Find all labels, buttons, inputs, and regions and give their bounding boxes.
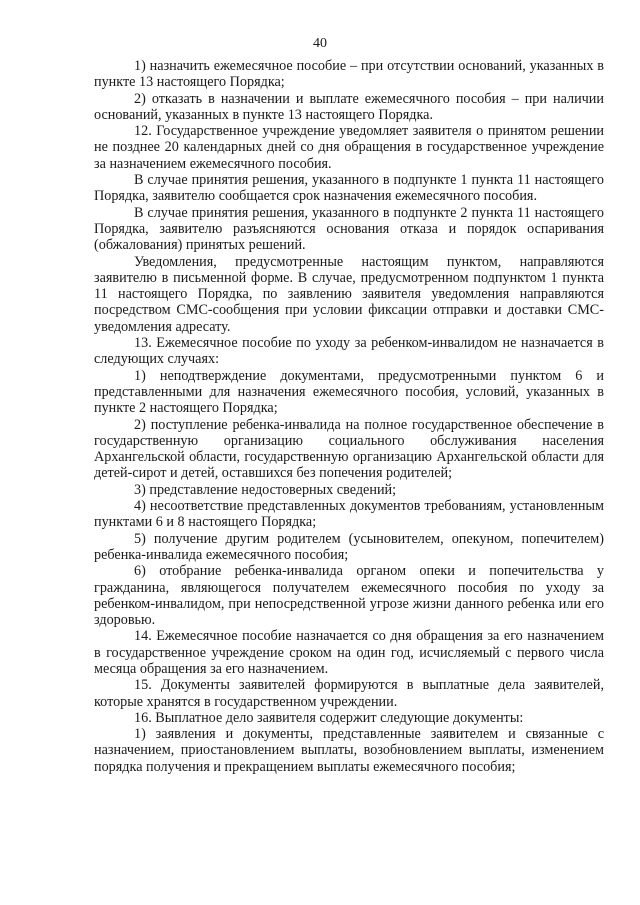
paragraph: 2) отказать в назначении и выплате ежемесячного пособия – при наличии оснований, указанных в пункте 13 настоящего Порядка. [94, 90, 604, 123]
paragraph: 6) отобрание ребенка-инвалида органом опеки и попечительства у гражданина, являющегося получателем ежемесячного пособия по уходу за ребенком-инвалидом, при непосредственной угрозе жизни данного ребенка или его здоровью. [94, 563, 604, 629]
paragraph: 1) назначить ежемесячное пособие – при отсутствии оснований, указанных в пункте 13 настоящего Порядка; [94, 58, 604, 91]
document-body [94, 58, 604, 775]
paragraph: 5) получение другим родителем (усыновителем, опекуном, попечителем) ребенка-инвалида ежемесячного пособия; [94, 530, 604, 563]
paragraph: В случае принятия решения, указанного в подпункте 1 пункта 11 настоящего Порядка, заявителю сообщается срок назначения ежемесячного пособия. [94, 172, 604, 205]
paragraph: Уведомления, предусмотренные настоящим пунктом, направляются заявителю в письменной форме. В случае, предусмотренном подпунктом 1 пункта 11 настоящего Порядка, по заявлению заявителя уведомления направляются посредством СМС-сообщения при условии фиксации отправки и доставки СМС-уведомления адресату. [94, 253, 604, 335]
paragraph: 2) поступление ребенка-инвалида на полное государственное обеспечение в государственную организацию социального обслуживания населения Архангельской области, государственную организацию Архангельской области для детей-сирот и детей, оставшихся без попечения родителей; [94, 416, 604, 482]
paragraph: В случае принятия решения, указанного в подпункте 2 пункта 11 настоящего Порядка, заявителю разъясняются основания отказа и порядок оспаривания (обжалования) принятых решений. [94, 204, 604, 254]
paragraph: 13. Ежемесячное пособие по уходу за ребенком-инвалидом не назначается в следующих случаях: [94, 335, 604, 368]
paragraph: 1) заявления и документы, представленные заявителем и связанные с назначением, приостановлением выплаты, возобновлением выплаты, изменением порядка получения и прекращением выплаты ежемесячного пособия; [94, 726, 604, 775]
paragraph: 15. Документы заявителей формируются в выплатные дела заявителей, которые хранятся в государственном учреждении. [94, 677, 604, 710]
paragraph: 4) несоответствие представленных документов требованиям, установленным пунктами 6 и 8 настоящего Порядка; [94, 498, 604, 531]
paragraph: 16. Выплатное дело заявителя содержит следующие документы: [134, 709, 524, 726]
paragraph: 1) неподтверждение документами, предусмотренными пунктом 6 и представленными для назначения ежемесячного пособия, условий, указанных в пункте 2 настоящего Порядка; [94, 367, 604, 417]
paragraph: 3) представление недостоверных сведений; [134, 481, 397, 498]
paragraph: 12. Государственное учреждение уведомляет заявителя о принятом решении не позднее 20 календарных дней со дня обращения в государственное учреждение за назначением ежемесячного пособия. [94, 123, 604, 172]
paragraph: 14. Ежемесячное пособие назначается со дня обращения за его назначением в государственное учреждение сроком на один год, исчисляемый с первого числа месяца обращения за его назначением. [94, 628, 604, 677]
page-number: 40 [313, 36, 327, 51]
